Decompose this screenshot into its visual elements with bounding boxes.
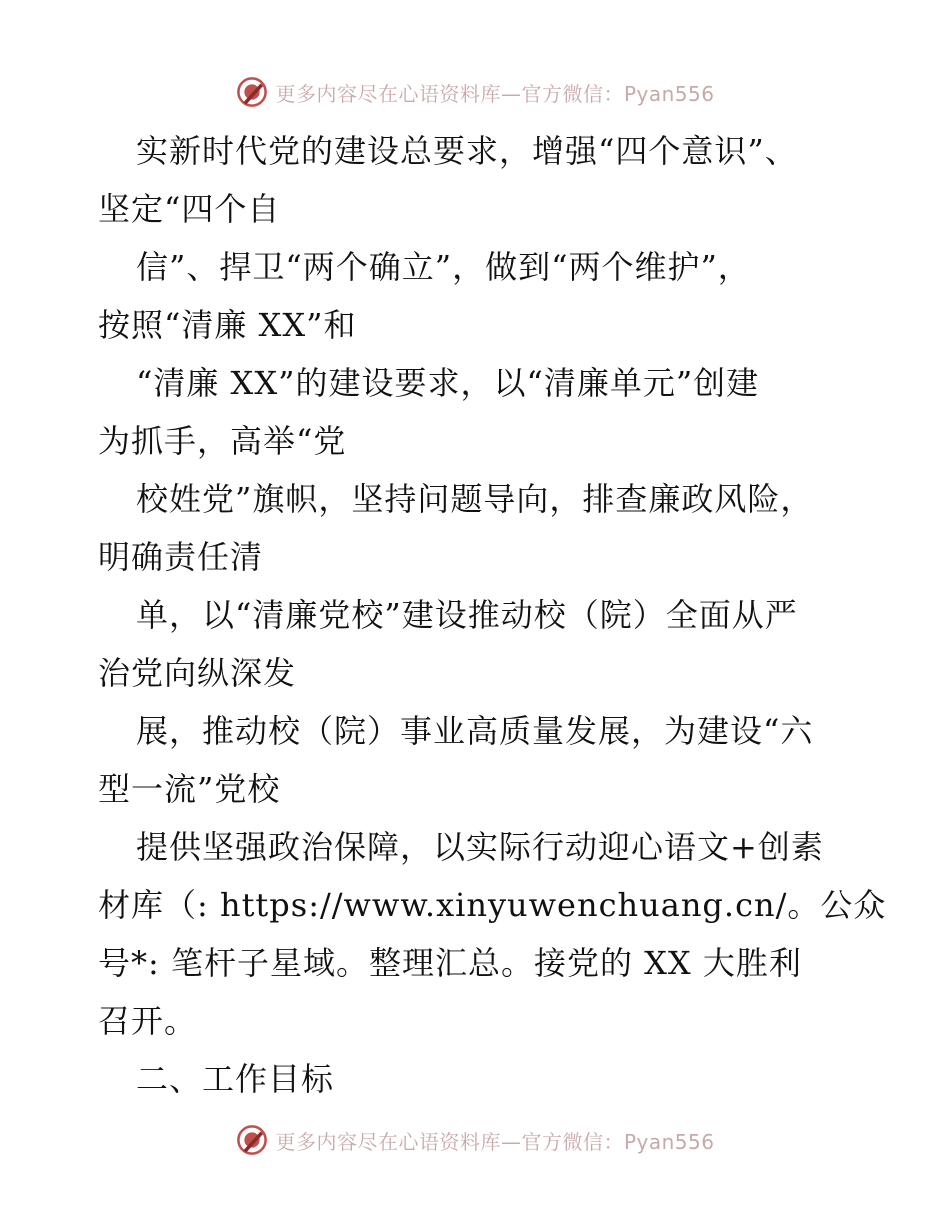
text-line: 型一流”党校 (98, 770, 281, 808)
text-line: 展，推动校（院）事业高质量发展，为建设“六 (136, 712, 814, 750)
text-line: “清廉 XX”的建设要求，以“清廉单元”创建 (136, 364, 760, 402)
text-line: 校姓党”旗帜，坚持问题导向，排查廉政风险， (136, 480, 814, 518)
text-line: 提供坚强政治保障，以实际行动迎心语文+创素 (136, 828, 824, 866)
text-line: 实新时代党的建设总要求，增强“四个意识”、 (136, 132, 798, 170)
text-line: 为抓手，高举“党 (98, 422, 347, 460)
document-body (98, 122, 887, 1108)
text-line: 材库（: https://www.xinyuwenchuang.cn/。公众 (98, 886, 887, 924)
section-heading: 二、工作目标 (136, 1060, 335, 1098)
seal-logo-icon (235, 75, 269, 109)
text-line: 信”、捍卫“两个确立”，做到“两个维护”， (136, 248, 751, 286)
text-line: 号*: 笔杆子星域。整理汇总。接党的 XX 大胜利 (98, 944, 802, 982)
text-line: 明确责任清 (98, 538, 264, 576)
text-line: 单，以“清廉党校”建设推动校（院）全面从严 (136, 596, 798, 634)
header-watermark (0, 72, 950, 112)
text-line: 按照“清廉 XX”和 (98, 306, 357, 344)
text-line: 坚定“四个自 (98, 190, 281, 228)
footer-watermark (0, 1120, 950, 1160)
seal-logo-icon (235, 1123, 269, 1157)
watermark-text: 更多内容尽在心语资料库—官方微信：Pyan556 (275, 81, 715, 106)
text-line: 召开。 (98, 1002, 198, 1040)
watermark-text: 更多内容尽在心语资料库—官方微信：Pyan556 (275, 1129, 715, 1154)
text-line: 治党向纵深发 (98, 654, 297, 692)
